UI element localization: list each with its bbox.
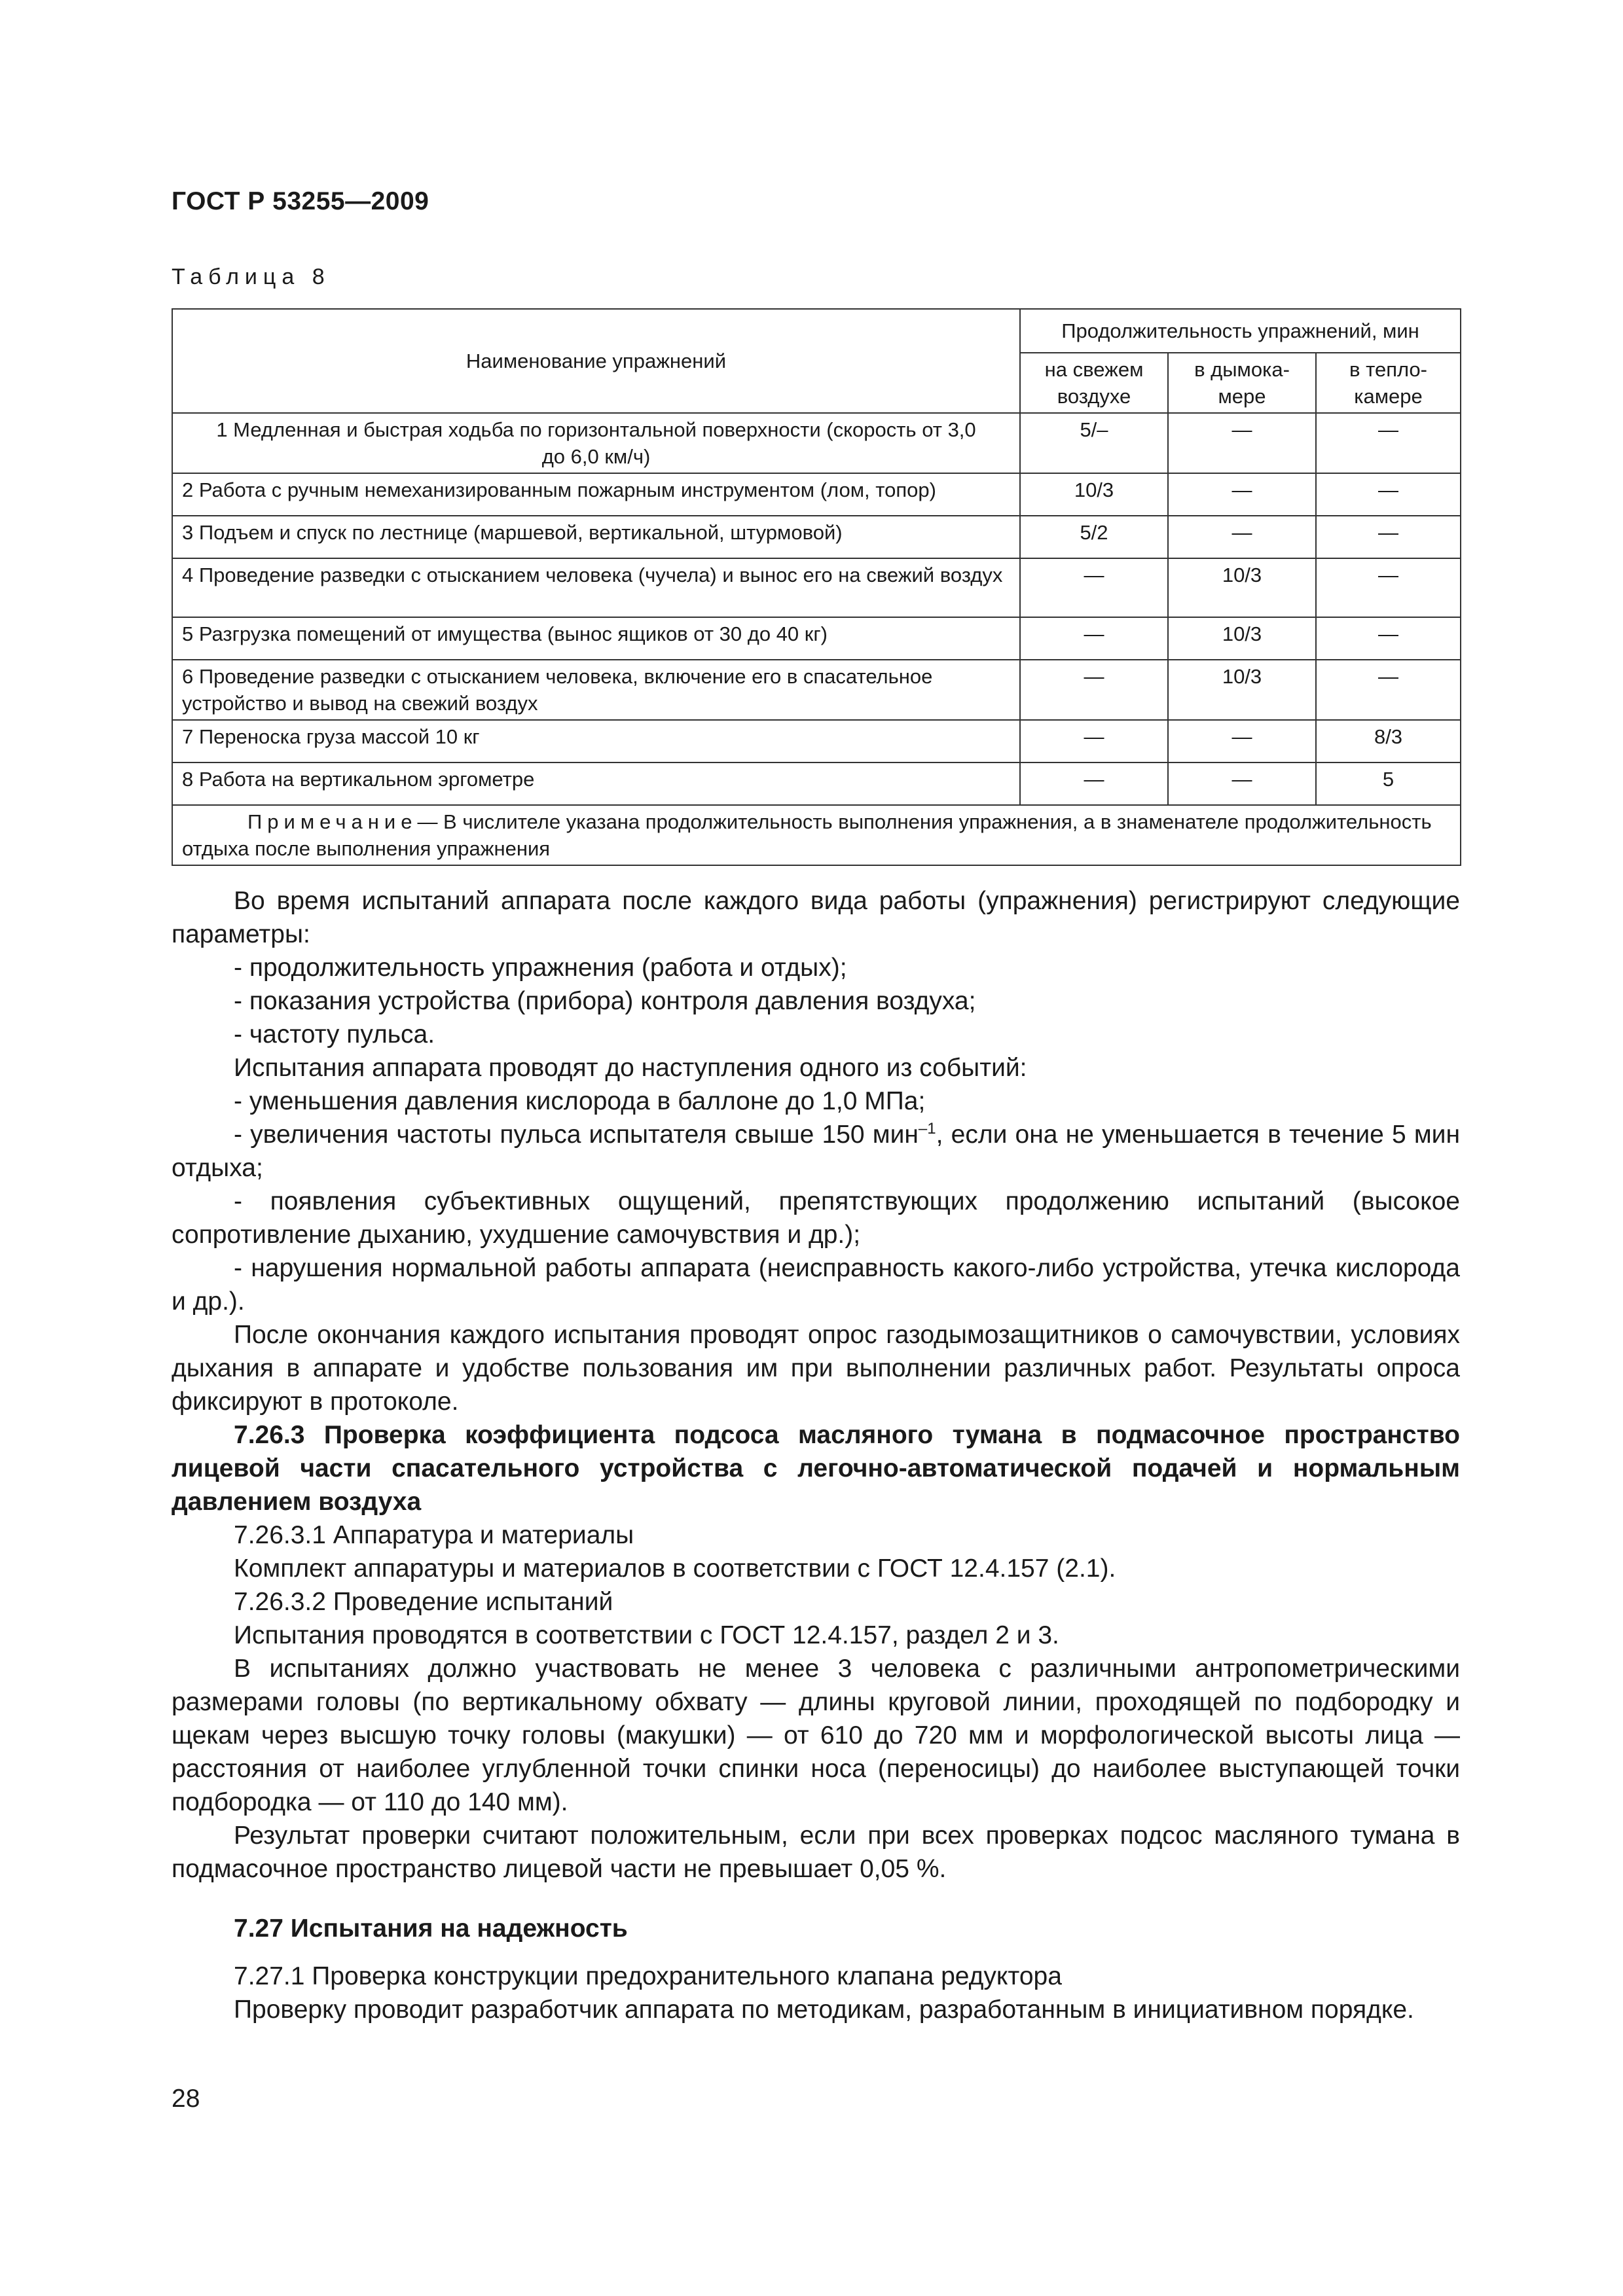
- cell-smoke-chamber: —: [1168, 516, 1316, 558]
- cell-fresh-air: —: [1020, 558, 1168, 617]
- column-header-exercise-name: Наименование упражнений: [172, 309, 1020, 413]
- exercise-name: 5 Разгрузка помещений от имущества (вынос ящиков от 30 до 40 кг): [172, 617, 1020, 660]
- exercise-name: 8 Работа на вертикальном эргометре: [172, 762, 1020, 805]
- paragraph: Во время испытаний аппарата после каждого вида работы (упражнения) регистрируют следующие параметры:: [172, 887, 1460, 948]
- cell-heat-chamber: —: [1316, 413, 1461, 473]
- cell-heat-chamber: 5: [1316, 762, 1461, 805]
- table-caption: Таблица 8: [172, 264, 331, 289]
- paragraph: В испытаниях должно участвовать не менее 3 человека с различными антропометрическими размерами головы (по вертикальному обхвату — длины круговой линии, проходящей по подбородку и щекам через высшую точку головы (макушки) — от 610 до 720 мм и морфологической высоты лица — расстояния от наиболее углубленной точки спинки носа (переносицы) до наиболее выступающей точки подбородка — от 110 до 140 мм).: [172, 1655, 1460, 1816]
- list-item: - продолжительность упражнения (работа и отдых);: [234, 954, 847, 982]
- cell-fresh-air: —: [1020, 660, 1168, 720]
- paragraph: Комплект аппаратуры и материалов в соответствии с ГОСТ 12.4.157 (2.1).: [234, 1554, 1116, 1583]
- table-row: [172, 516, 1461, 558]
- note-label: Примечание: [247, 810, 418, 833]
- column-header-heat-chamber: в тепло-камере: [1316, 353, 1461, 413]
- cell-smoke-chamber: —: [1168, 762, 1316, 805]
- table-note: [172, 805, 1461, 865]
- column-header-smoke-chamber: в дымока-мере: [1168, 353, 1316, 413]
- list-item: - нарушения нормальной работы аппарата (неисправность какого-либо устройства, утечка кислорода и др.).: [172, 1254, 1460, 1316]
- table-row: [172, 617, 1461, 660]
- cell-heat-chamber: —: [1316, 473, 1461, 516]
- list-item-text: - увеличения частоты пульса испытателя свыше 150 мин: [234, 1121, 919, 1149]
- list-item: - частоту пульса.: [234, 1020, 435, 1049]
- table-row: [172, 558, 1461, 617]
- cell-smoke-chamber: 10/3: [1168, 617, 1316, 660]
- cell-heat-chamber: —: [1316, 617, 1461, 660]
- subsection-heading: 7.26.3.1 Аппаратура и материалы: [234, 1521, 634, 1549]
- table-row: [172, 413, 1461, 473]
- table-row: [172, 660, 1461, 720]
- table-row: [172, 473, 1461, 516]
- exercise-name: 4 Проведение разведки с отысканием человека (чучела) и вынос его на свежий воздух: [172, 558, 1020, 617]
- list-item: [172, 1118, 1460, 1185]
- cell-smoke-chamber: 10/3: [1168, 660, 1316, 720]
- body-text: [172, 884, 1460, 2026]
- exercise-name: [172, 413, 1020, 473]
- list-item-text: , если она не уменьшается в течение 5 мин отдыха;: [172, 1121, 1460, 1182]
- cell-smoke-chamber: —: [1168, 413, 1316, 473]
- exercise-name: 3 Подъем и спуск по лестнице (маршевой, вертикальной, штурмовой): [172, 516, 1020, 558]
- cell-fresh-air: 5/2: [1020, 516, 1168, 558]
- cell-heat-chamber: —: [1316, 516, 1461, 558]
- note-text: — В числителе указана продолжительность выполнения упражнения, а в знаменателе продолжительность отдыха после выполнения упражнения: [182, 810, 1432, 860]
- table-note-row: [172, 805, 1461, 865]
- paragraph: Испытания проводятся в соответствии с ГОСТ 12.4.157, раздел 2 и 3.: [234, 1621, 1059, 1649]
- paragraph: После окончания каждого испытания проводят опрос газодымозащитников о самочувствии, условиях дыхания в аппарате и удобстве пользования им при выполнении различных работ. Результаты опроса фиксируют в протоколе.: [172, 1321, 1460, 1416]
- exercise-name-line: 1 Медленная и быстрая ходьба по горизонтальной поверхности (скорость от 3,0: [216, 418, 976, 441]
- document-title: ГОСТ Р 53255—2009: [172, 187, 429, 215]
- subsection-heading: 7.27.1 Проверка конструкции предохранительного клапана редуктора: [234, 1962, 1062, 1990]
- list-item: - показания устройства (прибора) контроля давления воздуха;: [234, 987, 976, 1015]
- cell-heat-chamber: —: [1316, 558, 1461, 617]
- page-number: 28: [172, 2085, 200, 2113]
- section-heading: 7.26.3 Проверка коэффициента подсоса масляного тумана в подмасочное пространство лицевой части спасательного устройства с легочно-автоматической подачей и нормальным давлением воздуха: [172, 1421, 1460, 1516]
- cell-smoke-chamber: 10/3: [1168, 558, 1316, 617]
- table-row: [172, 720, 1461, 762]
- column-group-header-duration: Продолжительность упражнений, мин: [1020, 309, 1461, 353]
- exercise-name-line: до 6,0 км/ч): [541, 445, 651, 468]
- exercise-name: 6 Проведение разведки с отысканием человека, включение его в спасательное устройство и вывод на свежий воздух: [172, 660, 1020, 720]
- cell-fresh-air: —: [1020, 762, 1168, 805]
- superscript: –1: [918, 1120, 936, 1138]
- paragraph: Испытания аппарата проводят до наступления одного из событий:: [234, 1054, 1027, 1082]
- cell-heat-chamber: —: [1316, 660, 1461, 720]
- cell-heat-chamber: 8/3: [1316, 720, 1461, 762]
- cell-smoke-chamber: —: [1168, 473, 1316, 516]
- column-header-fresh-air: на свежем воздухе: [1020, 353, 1168, 413]
- cell-smoke-chamber: —: [1168, 720, 1316, 762]
- paragraph: Результат проверки считают положительным, если при всех проверках подсос масляного тумана в подмасочное пространство лицевой части не превышает 0,05 %.: [172, 1821, 1460, 1883]
- exercise-name: 2 Работа с ручным немеханизированным пожарным инструментом (лом, топор): [172, 473, 1020, 516]
- list-item: - появления субъективных ощущений, препятствующих продолжению испытаний (высокое сопротивление дыханию, ухудшение самочувствия и др.);: [172, 1187, 1460, 1249]
- subsection-heading: 7.26.3.2 Проведение испытаний: [234, 1588, 613, 1616]
- list-item: - уменьшения давления кислорода в баллоне до 1,0 МПа;: [234, 1087, 926, 1115]
- paragraph: Проверку проводит разработчик аппарата по методикам, разработанным в инициативном порядке.: [234, 1996, 1414, 2024]
- cell-fresh-air: 10/3: [1020, 473, 1168, 516]
- exercise-name: 7 Переноска груза массой 10 кг: [172, 720, 1020, 762]
- table-row: [172, 762, 1461, 805]
- cell-fresh-air: 5/–: [1020, 413, 1168, 473]
- section-heading: 7.27 Испытания на надежность: [234, 1914, 628, 1943]
- cell-fresh-air: —: [1020, 617, 1168, 660]
- cell-fresh-air: —: [1020, 720, 1168, 762]
- exercises-table: [172, 308, 1461, 866]
